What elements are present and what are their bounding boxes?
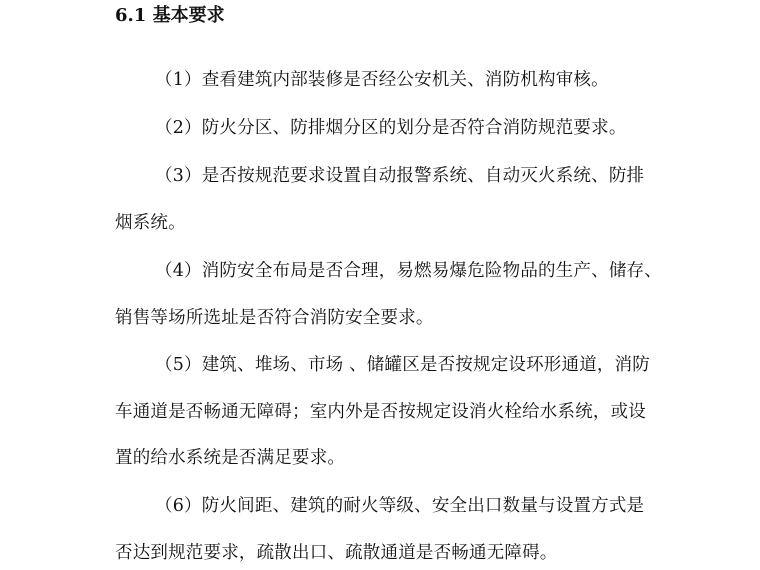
paragraph-line: （4）消防安全布局是否合理，易燃易爆危险物品的生产、储存、: [155, 261, 662, 281]
paragraph-line: 置的给水系统是否满足要求。: [115, 448, 346, 468]
paragraph-line: （2）防火分区、防排烟分区的划分是否符合消防规范要求。: [155, 118, 627, 138]
paragraph-line: 销售等场所选址是否符合消防安全要求。: [115, 308, 434, 328]
paragraph-line: 烟系统。: [115, 213, 186, 233]
paragraph-line: 否达到规范要求，疏散出口、疏散通道是否畅通无障碍。: [115, 543, 558, 563]
paragraph-line: （3）是否按规范要求设置自动报警系统、自动灭火系统、防排: [155, 166, 645, 186]
section-heading: 6.1 基本要求: [115, 5, 225, 26]
paragraph-line: （1）查看建筑内部装修是否经公安机关、消防机构审核。: [155, 70, 609, 90]
paragraph-line: 车通道是否畅通无障碍；室内外是否按规定设消火栓给水系统，或设: [115, 402, 646, 422]
paragraph-line: （6）防火间距、建筑的耐火等级、安全出口数量与设置方式是: [155, 496, 645, 516]
paragraph-line: （5）建筑、堆场、市场 、储罐区是否按规定设环形通道，消防: [155, 355, 650, 375]
